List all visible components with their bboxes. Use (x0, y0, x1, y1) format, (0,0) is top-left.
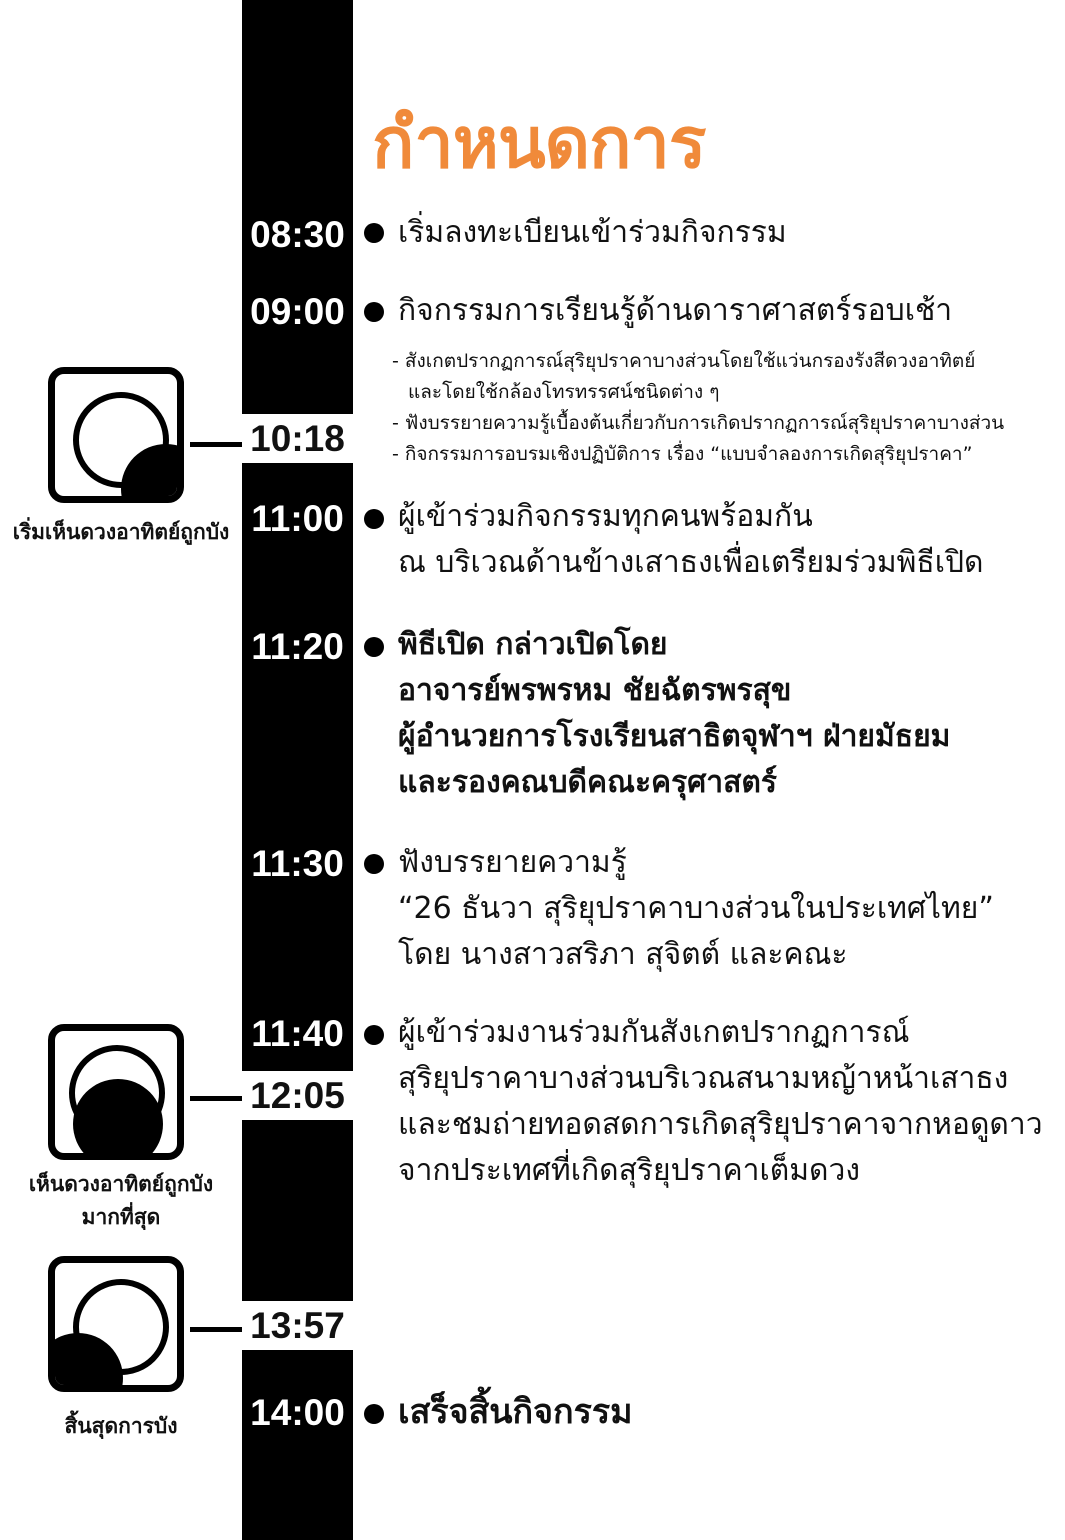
eclipse-start-label: เริ่มเห็นดวงอาทิตย์ถูกบัง (12, 520, 230, 544)
event-morning-activity: กิจกรรมการเรียนรู้ด้านดาราศาสตร์รอบเช้า (398, 293, 953, 328)
time-1400: 14:00 (250, 1392, 345, 1433)
time-1120: 11:20 (251, 626, 344, 667)
time-0830: 08:30 (250, 214, 345, 255)
time-0900: 09:00 (250, 291, 345, 332)
eclipse-max-label: เห็นดวงอาทิตย์ถูกบัง มากที่สุด (28, 1172, 214, 1229)
time-1140: 11:40 (251, 1013, 344, 1054)
eclipse-start-icon (48, 367, 184, 503)
bullet-dot (364, 1025, 384, 1045)
connector-line (190, 1096, 242, 1101)
eclipse-time-max: 12:05 (242, 1071, 353, 1120)
event-registration: เริ่มลงทะเบียนเข้าร่วมกิจกรรม (398, 215, 787, 250)
bullet-dot (364, 302, 384, 322)
morning-activity-details: - สังเกตปรากฏการณ์สุริยุปราคาบางส่วนโดยใช้แว่นกรองรังสีดวงอาทิตย์ และโดยใช้กล้องโทรทรรศน์ชนิดต่าง ๆ - ฟังบรรยายความรู้เบื้องต้นเกี่ยวกับการเกิดปรากฏการณ์สุริยุปราคาบางส่วน - กิจกรรมการอบรมเชิงปฏิบัติการ เรื่อง “แบบจำลองการเกิดสุริยุปราคา” (392, 350, 1005, 465)
eclipse-time-end: 13:57 (242, 1301, 353, 1350)
time-1100: 11:00 (251, 498, 344, 539)
connector-line (190, 1327, 242, 1332)
event-gathering: ผู้เข้าร่วมกิจกรรมทุกคนพร้อมกัน ณ บริเวณด้านข้างเสาธงเพื่อเตรียมร่วมพิธีเปิด (398, 499, 984, 580)
connector-line (190, 442, 242, 447)
event-lecture: ฟังบรรยายความรู้ “26 ธันวา สุริยุปราคาบางส่วนในประเทศไทย” โดย นางสาวสริภา สุจิตต์ และคณะ (398, 845, 994, 972)
event-observation: ผู้เข้าร่วมงานร่วมกันสังเกตปรากฏการณ์ สุริยุปราคาบางส่วนบริเวณสนามหญ้าหน้าเสาธง และชมถ่ายทอดสดการเกิดสุริยุปราคาจากหอดูดาว จากประเทศที่เกิดสุริยุปราคาเต็มดวง (398, 1015, 1043, 1188)
bullet-dot (364, 637, 384, 657)
eclipse-time-start: 10:18 (242, 414, 353, 463)
bullet-dot (364, 854, 384, 874)
eclipse-end-label: สิ้นสุดการบัง (64, 1414, 178, 1438)
bullet-dot (364, 509, 384, 529)
eclipse-end-icon (48, 1256, 184, 1392)
event-end: เสร็จสิ้นกิจกรรม (398, 1392, 633, 1432)
eclipse-max-icon (48, 1024, 184, 1160)
time-1130: 11:30 (251, 843, 344, 884)
bullet-dot (364, 1404, 384, 1424)
bullet-dot (364, 223, 384, 243)
moon-disc (73, 1079, 163, 1160)
page-title: กำหนดการ (372, 102, 706, 184)
event-opening-ceremony: พิธีเปิด กล่าวเปิดโดย อาจารย์พรพรหม ชัยฉัตรพรสุข ผู้อำนวยการโรงเรียนสาธิตจุฬาฯ ฝ่ายมัธยม และรองคณบดีคณะครุศาสตร์ (398, 627, 951, 800)
